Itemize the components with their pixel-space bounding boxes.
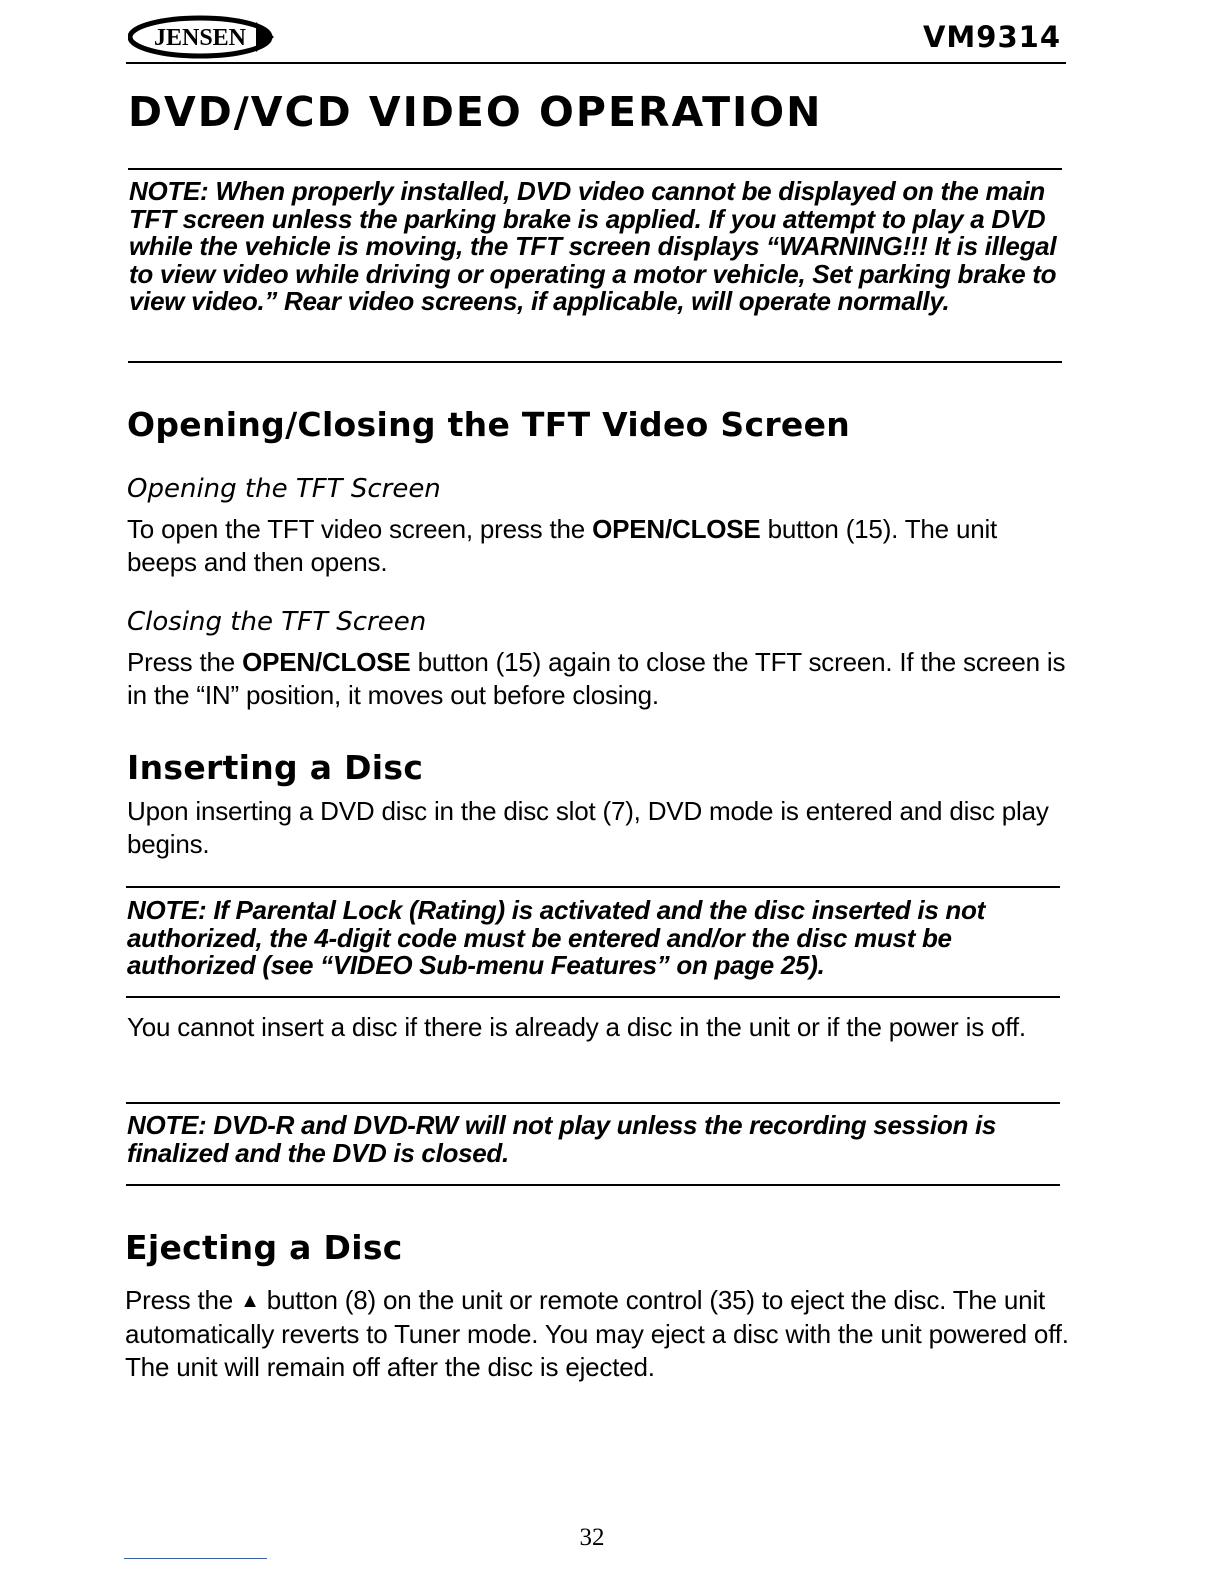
note-divider-top [126,886,1060,888]
note-divider-top [126,1102,1060,1104]
page-title: DVD/VCD VIDEO OPERATION [128,88,823,136]
note-text: When properly installed, DVD video cannot be displayed on the main TFT screen unless the parking brake is applied. If you attempt to play a DVD while the vehicle is moving, the TFT screen displays “WARNING!!! It is illegal to view video while driving or operating a motor vehicle, Set parking brake to view video.” Rear video screens, if applicable, will operate normally. [129,176,1057,316]
paragraph-opening [127,513,1067,579]
text: button (15) again to close the TFT screen. If the screen is in the “IN” position, it moves out before closing. [127,647,1066,710]
model-number: VM9314 [922,20,1061,54]
jensen-logo [128,14,278,60]
subheading-closing: Closing the TFT Screen [127,607,427,637]
note-text: DVD-R and DVD-RW will not play unless the recording session is finalized and the DVD is closed. [127,1110,997,1168]
note-parental-lock [127,897,1062,980]
note-text: If Parental Lock (Rating) is activated and the disc inserted is not authorized, the 4-digit code must be entered and/or the disc must be authorized (see “VIDEO Sub-menu Features” on page 25). [127,895,985,980]
text: button (8) on the unit or remote control (35) to eject the disc. The unit automatically reverts to Tuner mode. You may eject a disc with the unit powered off. The unit will remain off after the disc is ejected. [125,1285,1069,1382]
text: Press the [125,1285,241,1315]
text: button (15). The unit beeps and then opens. [127,514,998,577]
note-divider-bottom [128,361,1062,363]
open-close-button-name: OPEN/CLOSE [592,514,761,544]
paragraph-inserting: Upon inserting a DVD disc in the disc slot (7), DVD mode is entered and disc play begins. [127,796,1049,859]
note-dvd-r [127,1112,1062,1167]
page-number: 32 [579,1524,605,1551]
note-divider-bottom [126,1184,1060,1186]
paragraph-insert-restriction: You cannot insert a disc if there is already a disc in the unit or if the power is off. [127,1012,1026,1042]
svg-text:JENSEN: JENSEN [153,25,247,51]
note-divider-top [128,168,1062,170]
footer-rule [124,1558,267,1559]
note-label: NOTE: [127,895,207,925]
subheading-opening: Opening the TFT Screen [127,474,441,504]
note-label: NOTE: [129,176,209,206]
section-heading-ejecting: Ejecting a Disc [125,1228,403,1267]
eject-icon: ▲ [240,1290,260,1312]
paragraph-closing [127,646,1067,712]
note-parking-brake [129,178,1064,316]
paragraph-ejecting [125,1284,1070,1384]
section-heading-open-close: Opening/Closing the TFT Video Screen [127,405,851,444]
open-close-button-name: OPEN/CLOSE [242,647,411,677]
text: Press the [127,647,243,677]
section-heading-inserting: Inserting a Disc [127,748,424,787]
header-divider [126,62,1066,64]
text: To open the TFT video screen, press the [127,514,593,544]
note-label: NOTE: [127,1110,207,1140]
note-divider-bottom [126,996,1060,998]
